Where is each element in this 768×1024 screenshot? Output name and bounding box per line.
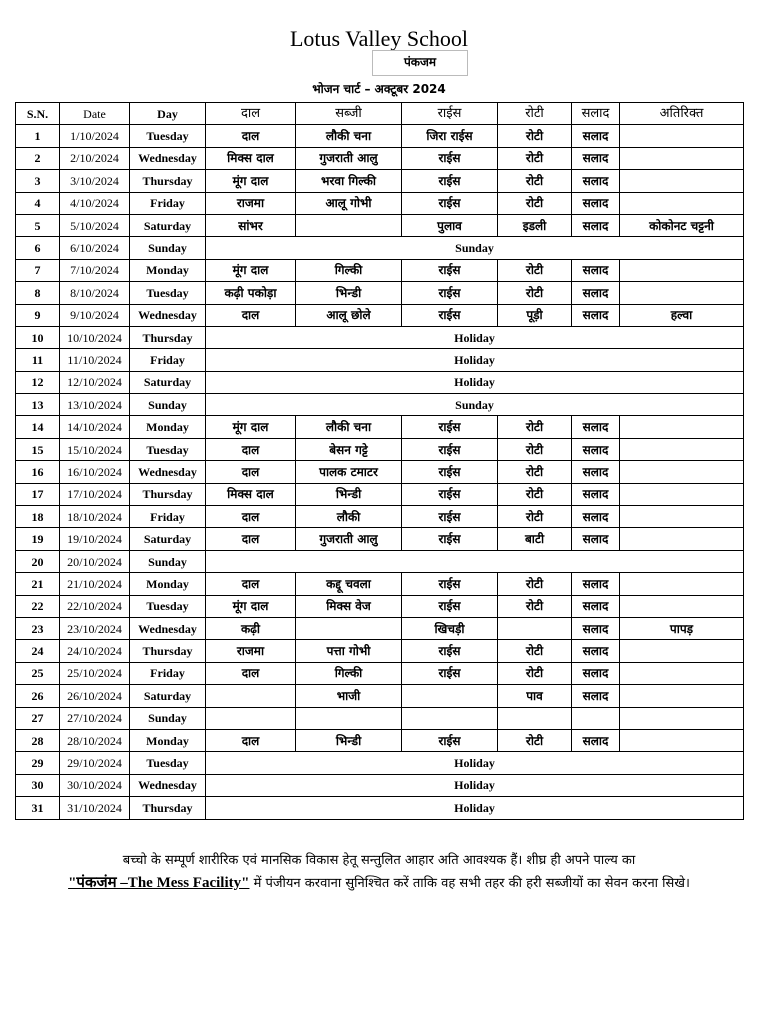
day-cell: Tuesday (130, 438, 206, 460)
day-cell: Monday (130, 416, 206, 438)
day-cell: Wednesday (130, 461, 206, 483)
day-cell: Friday (130, 192, 206, 214)
roti-cell: रोटी (498, 147, 572, 169)
dal-cell (206, 685, 296, 707)
table-row (16, 371, 744, 393)
roti-cell: रोटी (498, 640, 572, 662)
date-cell: 31/10/2024 (60, 797, 130, 819)
date-cell: 29/10/2024 (60, 752, 130, 774)
sabji-cell: भिन्डी (296, 483, 402, 505)
sn-cell: 25 (16, 662, 60, 684)
rice-cell: राईस (402, 438, 498, 460)
rice-cell: राईस (402, 640, 498, 662)
salad-cell: सलाद (572, 595, 620, 617)
dal-cell: दाल (206, 729, 296, 751)
footer-note (22, 850, 736, 895)
extra-cell: कोकोनट चट्टनी (620, 214, 744, 236)
date-cell: 2/10/2024 (60, 147, 130, 169)
sabji-cell: गुजराती आलु (296, 147, 402, 169)
table-row (16, 752, 744, 774)
sn-cell: 24 (16, 640, 60, 662)
rice-cell: राईस (402, 506, 498, 528)
sn-cell: 7 (16, 259, 60, 281)
dal-cell: दाल (206, 461, 296, 483)
table-row (16, 461, 744, 483)
col-header-rice: राईस (402, 103, 498, 125)
sn-cell: 29 (16, 752, 60, 774)
roti-cell: रोटी (498, 595, 572, 617)
day-cell: Tuesday (130, 752, 206, 774)
dal-cell: दाल (206, 304, 296, 326)
day-cell: Saturday (130, 371, 206, 393)
salad-cell: सलाद (572, 483, 620, 505)
roti-cell: रोटी (498, 662, 572, 684)
sabji-cell: बेसन गट्टे (296, 438, 402, 460)
date-cell: 21/10/2024 (60, 573, 130, 595)
sabji-cell (296, 214, 402, 236)
sn-cell: 2 (16, 147, 60, 169)
col-header-sabji: सब्जी (296, 103, 402, 125)
mess-logo: पंकजम (372, 50, 468, 76)
sn-cell: 12 (16, 371, 60, 393)
salad-cell: सलाद (572, 259, 620, 281)
sn-cell: 28 (16, 729, 60, 751)
dal-cell: राजमा (206, 192, 296, 214)
rice-cell: राईस (402, 662, 498, 684)
extra-cell (620, 506, 744, 528)
roti-cell: बाटी (498, 528, 572, 550)
rice-cell: राईस (402, 729, 498, 751)
col-header-day: Day (130, 103, 206, 125)
rice-cell: राईस (402, 483, 498, 505)
roti-cell: रोटी (498, 282, 572, 304)
col-header-date: Date (60, 103, 130, 125)
sabji-cell (296, 617, 402, 639)
salad-cell: सलाद (572, 528, 620, 550)
extra-cell (620, 662, 744, 684)
date-cell: 9/10/2024 (60, 304, 130, 326)
extra-cell (620, 595, 744, 617)
date-cell: 28/10/2024 (60, 729, 130, 751)
rice-cell: राईस (402, 147, 498, 169)
dal-cell: मिक्स दाल (206, 147, 296, 169)
table-row (16, 170, 744, 192)
table-row (16, 125, 744, 147)
merged-status-cell: Holiday (206, 326, 744, 348)
day-cell: Thursday (130, 170, 206, 192)
dal-cell: दाल (206, 125, 296, 147)
day-cell: Wednesday (130, 774, 206, 796)
sn-cell: 1 (16, 125, 60, 147)
day-cell: Tuesday (130, 125, 206, 147)
sabji-cell: आलू गोभी (296, 192, 402, 214)
roti-cell: रोटी (498, 461, 572, 483)
extra-cell (620, 707, 744, 729)
date-cell: 8/10/2024 (60, 282, 130, 304)
sabji-cell: मिक्स वेज (296, 595, 402, 617)
day-cell: Wednesday (130, 147, 206, 169)
dal-cell: दाल (206, 573, 296, 595)
salad-cell (572, 707, 620, 729)
rice-cell: राईस (402, 416, 498, 438)
table-row (16, 192, 744, 214)
date-cell: 19/10/2024 (60, 528, 130, 550)
rice-cell (402, 685, 498, 707)
col-header-sn: S.N. (16, 103, 60, 125)
table-row (16, 573, 744, 595)
date-cell: 22/10/2024 (60, 595, 130, 617)
table-row (16, 326, 744, 348)
salad-cell: सलाद (572, 506, 620, 528)
rice-cell: राईस (402, 528, 498, 550)
rice-cell: राईस (402, 282, 498, 304)
table-row (16, 282, 744, 304)
merged-status-cell: Holiday (206, 371, 744, 393)
extra-cell (620, 125, 744, 147)
sn-cell: 4 (16, 192, 60, 214)
day-cell: Sunday (130, 394, 206, 416)
sn-cell: 16 (16, 461, 60, 483)
date-cell: 1/10/2024 (60, 125, 130, 147)
date-cell: 27/10/2024 (60, 707, 130, 729)
sn-cell: 3 (16, 170, 60, 192)
rice-cell (402, 707, 498, 729)
sn-cell: 14 (16, 416, 60, 438)
date-cell: 6/10/2024 (60, 237, 130, 259)
salad-cell: सलाद (572, 147, 620, 169)
rice-cell: राईस (402, 192, 498, 214)
roti-cell: पाव (498, 685, 572, 707)
day-cell: Thursday (130, 483, 206, 505)
salad-cell: सलाद (572, 214, 620, 236)
col-header-dal: दाल (206, 103, 296, 125)
sabji-cell: लौकी चना (296, 125, 402, 147)
date-cell: 18/10/2024 (60, 506, 130, 528)
day-cell: Wednesday (130, 617, 206, 639)
rice-cell: राईस (402, 595, 498, 617)
rice-cell: राईस (402, 461, 498, 483)
extra-cell (620, 573, 744, 595)
roti-cell: रोटी (498, 506, 572, 528)
sn-cell: 6 (16, 237, 60, 259)
sabji-cell: भाजी (296, 685, 402, 707)
date-cell: 17/10/2024 (60, 483, 130, 505)
extra-cell (620, 416, 744, 438)
dal-cell (206, 707, 296, 729)
sn-cell: 19 (16, 528, 60, 550)
date-cell: 30/10/2024 (60, 774, 130, 796)
sn-cell: 18 (16, 506, 60, 528)
footer-line-1: बच्चो के सम्पूर्ण शारीरिक एवं मानसिक विकास हेतू सन्तुलित आहार अति आवश्यक हैं। शीघ्र ही अपने पाल्य का (122, 853, 636, 868)
dal-cell: कढ़ी (206, 617, 296, 639)
rice-cell: राईस (402, 573, 498, 595)
salad-cell: सलाद (572, 282, 620, 304)
day-cell: Monday (130, 573, 206, 595)
table-row (16, 774, 744, 796)
sabji-cell: भिन्डी (296, 282, 402, 304)
salad-cell: सलाद (572, 729, 620, 751)
date-cell: 15/10/2024 (60, 438, 130, 460)
sabji-cell: लौकी (296, 506, 402, 528)
salad-cell: सलाद (572, 617, 620, 639)
merged-status-cell: Holiday (206, 349, 744, 371)
salad-cell: सलाद (572, 662, 620, 684)
col-header-salad: सलाद (572, 103, 620, 125)
roti-cell: रोटी (498, 125, 572, 147)
footer-line-2: में पंजीयन करवाना सुनिश्चित करें ताकि वह सभी तहर की हरी सब्जीयों का सेवन करना सिखे। (249, 876, 690, 891)
salad-cell: सलाद (572, 125, 620, 147)
table-row (16, 707, 744, 729)
extra-cell: हल्वा (620, 304, 744, 326)
extra-cell (620, 528, 744, 550)
roti-cell: रोटी (498, 729, 572, 751)
date-cell: 7/10/2024 (60, 259, 130, 281)
roti-cell: रोटी (498, 483, 572, 505)
date-cell: 23/10/2024 (60, 617, 130, 639)
date-cell: 24/10/2024 (60, 640, 130, 662)
extra-cell (620, 282, 744, 304)
extra-cell (620, 147, 744, 169)
table-row (16, 394, 744, 416)
date-cell: 12/10/2024 (60, 371, 130, 393)
dal-cell: दाल (206, 438, 296, 460)
day-cell: Saturday (130, 528, 206, 550)
sabji-cell: गिल्की (296, 662, 402, 684)
dal-cell: दाल (206, 506, 296, 528)
salad-cell: सलाद (572, 416, 620, 438)
sn-cell: 10 (16, 326, 60, 348)
table-row (16, 797, 744, 819)
extra-cell (620, 685, 744, 707)
day-cell: Monday (130, 729, 206, 751)
table-row (16, 304, 744, 326)
salad-cell: सलाद (572, 640, 620, 662)
table-row (16, 214, 744, 236)
day-cell: Saturday (130, 214, 206, 236)
sabji-cell: गुजराती आलु (296, 528, 402, 550)
mess-facility-brand: "पंकजंम –The Mess Facility" (68, 875, 250, 891)
merged-status-cell: Holiday (206, 774, 744, 796)
dal-cell: सांभर (206, 214, 296, 236)
merged-status-cell (206, 550, 744, 572)
day-cell: Thursday (130, 797, 206, 819)
rice-cell: खिचड़ी (402, 617, 498, 639)
sn-cell: 23 (16, 617, 60, 639)
roti-cell: रोटी (498, 573, 572, 595)
salad-cell: सलाद (572, 573, 620, 595)
dal-cell: मूंग दाल (206, 595, 296, 617)
sn-cell: 13 (16, 394, 60, 416)
col-header-extra: अतिरिक्त (620, 103, 744, 125)
day-cell: Thursday (130, 326, 206, 348)
sabji-cell: गिल्की (296, 259, 402, 281)
extra-cell (620, 640, 744, 662)
roti-cell (498, 617, 572, 639)
salad-cell: सलाद (572, 461, 620, 483)
extra-cell (620, 259, 744, 281)
table-row (16, 729, 744, 751)
sn-cell: 20 (16, 550, 60, 572)
table-row (16, 550, 744, 572)
date-cell: 3/10/2024 (60, 170, 130, 192)
table-row (16, 528, 744, 550)
extra-cell (620, 483, 744, 505)
day-cell: Saturday (130, 685, 206, 707)
sn-cell: 5 (16, 214, 60, 236)
day-cell: Sunday (130, 237, 206, 259)
roti-cell: रोटी (498, 259, 572, 281)
dal-cell: मूंग दाल (206, 259, 296, 281)
sabji-cell: कद्दू चवला (296, 573, 402, 595)
salad-cell: सलाद (572, 192, 620, 214)
date-cell: 26/10/2024 (60, 685, 130, 707)
sn-cell: 9 (16, 304, 60, 326)
table-row (16, 617, 744, 639)
table-row (16, 147, 744, 169)
day-cell: Sunday (130, 707, 206, 729)
salad-cell: सलाद (572, 438, 620, 460)
sn-cell: 27 (16, 707, 60, 729)
extra-cell (620, 192, 744, 214)
day-cell: Friday (130, 662, 206, 684)
date-cell: 13/10/2024 (60, 394, 130, 416)
rice-cell: राईस (402, 259, 498, 281)
day-cell: Wednesday (130, 304, 206, 326)
meal-chart-table (15, 102, 744, 820)
table-row (16, 483, 744, 505)
sn-cell: 30 (16, 774, 60, 796)
roti-cell: रोटी (498, 170, 572, 192)
date-cell: 11/10/2024 (60, 349, 130, 371)
table-row (16, 640, 744, 662)
roti-cell: इडली (498, 214, 572, 236)
table-row (16, 349, 744, 371)
roti-cell: रोटी (498, 416, 572, 438)
col-header-roti: रोटी (498, 103, 572, 125)
dal-cell: राजमा (206, 640, 296, 662)
sabji-cell: भिन्डी (296, 729, 402, 751)
roti-cell: रोटी (498, 192, 572, 214)
sabji-cell: पत्ता गोभी (296, 640, 402, 662)
sabji-cell: लौकी चना (296, 416, 402, 438)
merged-status-cell: Holiday (206, 752, 744, 774)
extra-cell (620, 438, 744, 460)
extra-cell: पापड़ (620, 617, 744, 639)
table-row (16, 438, 744, 460)
table-row (16, 416, 744, 438)
day-cell: Monday (130, 259, 206, 281)
rice-cell: पुलाव (402, 214, 498, 236)
sn-cell: 8 (16, 282, 60, 304)
date-cell: 10/10/2024 (60, 326, 130, 348)
chart-title: भोजन चार्ट – अक्टूबर 2024 (312, 82, 446, 96)
date-cell: 16/10/2024 (60, 461, 130, 483)
sabji-cell (296, 707, 402, 729)
extra-cell (620, 461, 744, 483)
table-row (16, 595, 744, 617)
sn-cell: 31 (16, 797, 60, 819)
roti-cell (498, 707, 572, 729)
dal-cell: कढ़ी पकोड़ा (206, 282, 296, 304)
date-cell: 14/10/2024 (60, 416, 130, 438)
table-row (16, 237, 744, 259)
table-row (16, 259, 744, 281)
roti-cell: रोटी (498, 438, 572, 460)
extra-cell (620, 170, 744, 192)
dal-cell: दाल (206, 662, 296, 684)
sn-cell: 26 (16, 685, 60, 707)
sn-cell: 21 (16, 573, 60, 595)
rice-cell: राईस (402, 304, 498, 326)
dal-cell: दाल (206, 528, 296, 550)
rice-cell: राईस (402, 170, 498, 192)
sabji-cell: पालक टमाटर (296, 461, 402, 483)
date-cell: 25/10/2024 (60, 662, 130, 684)
table-header-row (16, 103, 744, 125)
table-row (16, 662, 744, 684)
sabji-cell: भरवा गिल्की (296, 170, 402, 192)
day-cell: Sunday (130, 550, 206, 572)
sn-cell: 22 (16, 595, 60, 617)
day-cell: Tuesday (130, 282, 206, 304)
dal-cell: मिक्स दाल (206, 483, 296, 505)
roti-cell: पूड़ी (498, 304, 572, 326)
sn-cell: 15 (16, 438, 60, 460)
table-row (16, 685, 744, 707)
extra-cell (620, 729, 744, 751)
day-cell: Friday (130, 506, 206, 528)
day-cell: Thursday (130, 640, 206, 662)
merged-status-cell: Sunday (206, 394, 744, 416)
rice-cell: जिरा राईस (402, 125, 498, 147)
dal-cell: मूंग दाल (206, 170, 296, 192)
date-cell: 5/10/2024 (60, 214, 130, 236)
table-row (16, 506, 744, 528)
dal-cell: मूंग दाल (206, 416, 296, 438)
salad-cell: सलाद (572, 685, 620, 707)
sn-cell: 11 (16, 349, 60, 371)
date-cell: 20/10/2024 (60, 550, 130, 572)
sn-cell: 17 (16, 483, 60, 505)
date-cell: 4/10/2024 (60, 192, 130, 214)
salad-cell: सलाद (572, 170, 620, 192)
school-name: Lotus Valley School (289, 26, 469, 51)
salad-cell: सलाद (572, 304, 620, 326)
table-body (16, 125, 744, 819)
day-cell: Friday (130, 349, 206, 371)
merged-status-cell: Sunday (206, 237, 744, 259)
merged-status-cell: Holiday (206, 797, 744, 819)
day-cell: Tuesday (130, 595, 206, 617)
sabji-cell: आलू छोले (296, 304, 402, 326)
